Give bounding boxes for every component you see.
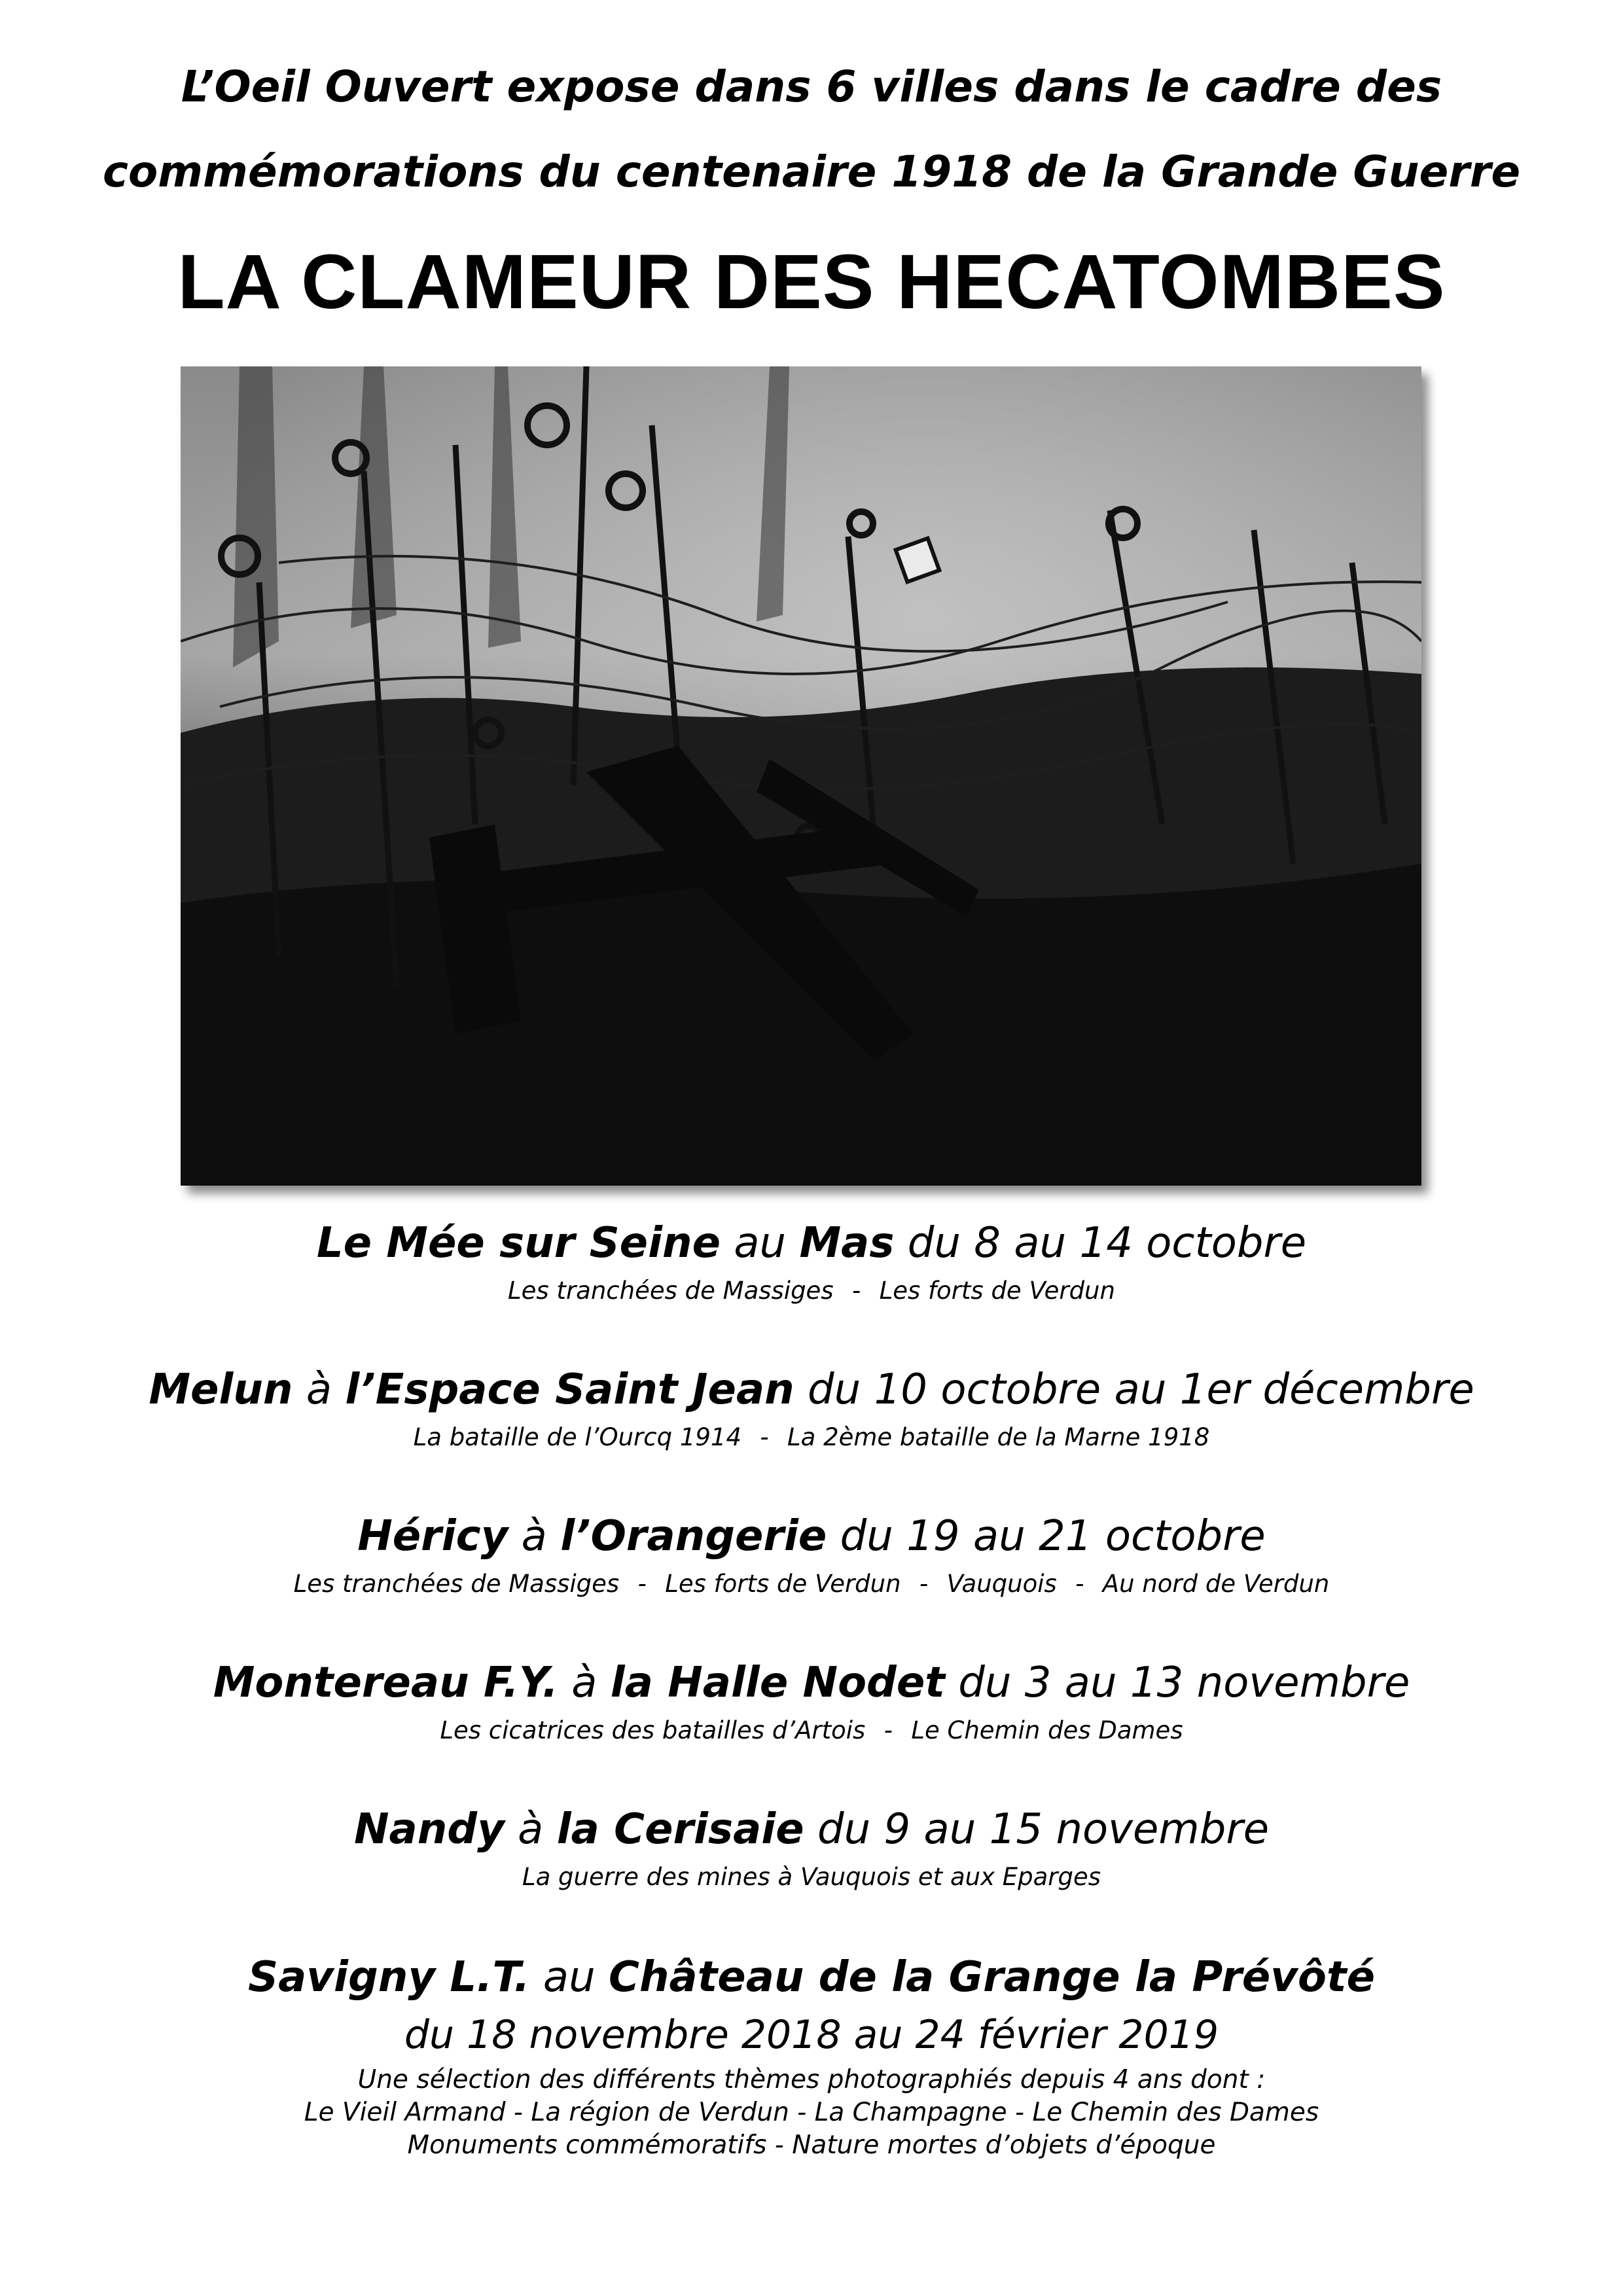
poster-title: LA CLAMEUR DES HECATOMBES xyxy=(177,239,1446,325)
event-dates: du 8 au 14 octobre xyxy=(907,1219,1307,1267)
event-theme: Les cicatrices des batailles d’Artois xyxy=(440,1716,866,1744)
event-theme: Les tranchées de Massiges xyxy=(508,1277,834,1305)
barbed-wire-photo xyxy=(181,366,1421,1186)
event-savigny xyxy=(0,1953,1623,2162)
event-city: Héricy xyxy=(357,1512,508,1561)
event-connector: à xyxy=(518,1805,544,1854)
event-city: Le Mée sur Seine xyxy=(316,1219,721,1267)
event-connector: au xyxy=(543,1953,596,2002)
event-theme: La 2ème bataille de la Marne 1918 xyxy=(787,1423,1210,1451)
event-headline xyxy=(0,1219,1623,1267)
event-venue: la Halle Nodet xyxy=(610,1659,945,1707)
event-description-line: Une sélection des différents thèmes photographiés depuis 4 ans dont : xyxy=(357,2065,1266,2094)
event-headline xyxy=(0,1512,1623,1561)
event-city: Savigny L.T. xyxy=(248,1953,530,2002)
event-theme: Au nord de Verdun xyxy=(1102,1570,1330,1598)
event-connector: à xyxy=(571,1659,597,1707)
event-headline xyxy=(0,1366,1623,1414)
event-nandy xyxy=(0,1805,1623,1891)
event-themes: Les tranchées de Massiges - Les forts de Verdun - Vauquois - Au nord de Verdun xyxy=(293,1570,1330,1598)
event-venue: Château de la Grange la Prévôté xyxy=(608,1953,1375,2002)
event-themes: Les cicatrices des batailles d’Artois - Le Chemin des Dames xyxy=(440,1716,1183,1744)
event-themes xyxy=(0,1865,1623,1889)
event-montereau xyxy=(0,1659,1623,1744)
event-headline xyxy=(0,1659,1623,1707)
event-connector: à xyxy=(306,1366,332,1414)
event-city: Nandy xyxy=(353,1805,505,1854)
event-theme: Les forts de Verdun xyxy=(665,1570,901,1598)
event-hericy xyxy=(0,1512,1623,1598)
event-dates: du 19 au 21 octobre xyxy=(840,1512,1266,1561)
event-melun xyxy=(0,1366,1623,1451)
intro-line-1: L’Oeil Ouvert expose dans 6 villes dans le cadre des xyxy=(181,62,1442,112)
event-theme: La guerre des mines à Vauquois et aux Eparges xyxy=(522,1863,1101,1891)
event-themes: Les tranchées de Massiges - Les forts de Verdun xyxy=(508,1277,1115,1305)
event-venue: l’Espace Saint Jean xyxy=(345,1366,794,1414)
event-dates: du 3 au 13 novembre xyxy=(958,1659,1410,1707)
event-theme: Le Chemin des Dames xyxy=(911,1716,1183,1744)
event-le-mee xyxy=(0,1219,1623,1305)
event-city: Montereau F.Y. xyxy=(213,1659,558,1707)
event-connector: à xyxy=(521,1512,547,1561)
event-themes: La bataille de l’Ourcq 1914 - La 2ème bataille de la Marne 1918 xyxy=(413,1423,1210,1451)
event-headline xyxy=(0,1953,1623,2002)
event-headline xyxy=(0,1805,1623,1854)
event-theme: Vauquois xyxy=(946,1570,1057,1598)
event-theme: Les forts de Verdun xyxy=(879,1277,1115,1305)
event-description-line: Le Vieil Armand - La région de Verdun - La Champagne - Le Chemin des Dames xyxy=(304,2097,1319,2127)
event-dates: du 9 au 15 novembre xyxy=(817,1805,1270,1854)
event-city: Melun xyxy=(149,1366,293,1414)
event-dates: du 18 novembre 2018 au 24 février 2019 xyxy=(404,2012,1219,2058)
event-venue: l’Orangerie xyxy=(560,1512,827,1561)
event-description-line: Monuments commémoratifs - Nature mortes d’objets d’époque xyxy=(407,2130,1216,2160)
intro-line-2: commémorations du centenaire 1918 de la Grande Guerre xyxy=(102,147,1521,197)
event-venue: la Cerisaie xyxy=(556,1805,804,1854)
event-dates: du 10 octobre au 1er décembre xyxy=(808,1366,1474,1414)
event-theme: Les tranchées de Massiges xyxy=(293,1570,620,1598)
event-theme: La bataille de l’Ourcq 1914 xyxy=(413,1423,742,1451)
barbed-wire-photo-graphic xyxy=(181,366,1421,1186)
event-venue: Mas xyxy=(799,1219,895,1267)
event-connector: au xyxy=(734,1219,787,1267)
event-description xyxy=(0,2064,1623,2162)
